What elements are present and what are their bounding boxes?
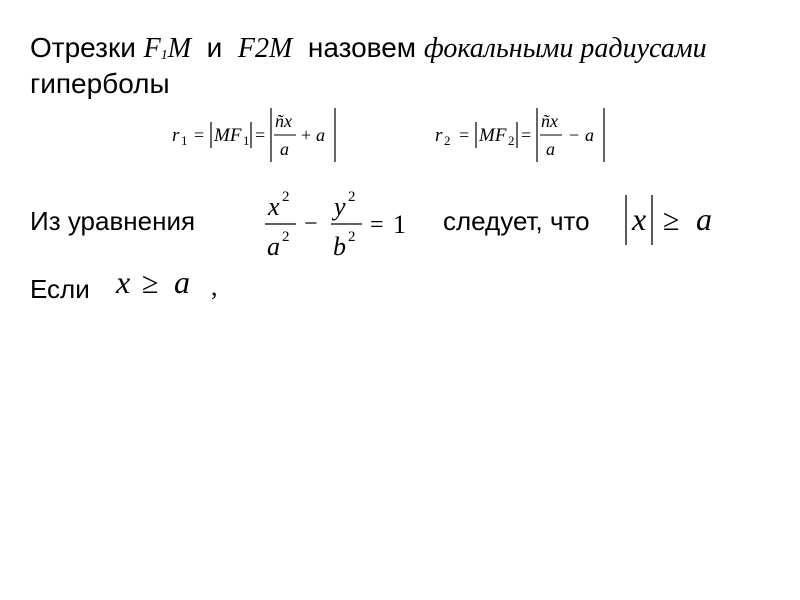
abs-inequality xyxy=(620,190,730,250)
r1-var: r xyxy=(172,125,180,146)
eq-y: y xyxy=(334,192,346,221)
f1m-term: F1M xyxy=(143,33,192,64)
r2-num: ñx xyxy=(541,111,558,131)
eq-b-exp: 2 xyxy=(348,229,356,245)
r2-den: a xyxy=(546,139,555,159)
eq-x-exp: 2 xyxy=(282,189,290,205)
r1-op: + xyxy=(301,125,312,145)
abs-ge: ≥ xyxy=(663,204,680,237)
f2m-term: F2M xyxy=(237,33,293,64)
r2-tail: a xyxy=(585,125,594,145)
abs-x: x xyxy=(632,201,647,237)
r1-eq: = xyxy=(194,125,205,145)
r1-mf-sub: 1 xyxy=(243,133,250,148)
case-prefix: Если xyxy=(30,274,90,304)
r2-var: r xyxy=(435,125,443,146)
abs-a: a xyxy=(696,201,712,237)
case-inequality xyxy=(112,262,232,308)
case-comma: , xyxy=(211,272,218,301)
r2-sub: 2 xyxy=(444,133,451,148)
formula-r2 xyxy=(433,100,633,170)
eq-minus: − xyxy=(304,211,318,237)
eq-b: b xyxy=(333,232,346,261)
eq-rhs: 1 xyxy=(393,210,406,239)
equation-suffix: следует, что xyxy=(443,206,590,236)
equation-prefix: Из уравнения xyxy=(30,206,196,236)
formula-r1 xyxy=(170,100,370,170)
hyperbola-equation xyxy=(262,182,422,268)
r2-mf-sub: 2 xyxy=(508,133,515,148)
r2-mf: MF xyxy=(479,125,507,146)
r1-tail: a xyxy=(316,125,325,145)
eq-equals: = xyxy=(370,212,384,238)
conjunction: и xyxy=(206,32,223,63)
case-ge: ≥ xyxy=(142,267,159,300)
focal-radii-term: фокальными радиусами xyxy=(423,33,707,64)
case-x: x xyxy=(116,264,131,300)
r1-den: a xyxy=(280,139,289,159)
r2-eq2: = xyxy=(521,125,532,145)
verb: назовем xyxy=(307,32,417,63)
eq-y-exp: 2 xyxy=(348,189,356,205)
eq-x: x xyxy=(268,192,280,221)
r1-eq2: = xyxy=(255,125,266,145)
intro-word: Отрезки xyxy=(30,32,136,63)
r2-op: − xyxy=(569,125,580,145)
r1-num: ñx xyxy=(275,111,292,131)
case-a: a xyxy=(174,264,190,300)
eq-a: a xyxy=(267,232,280,261)
intro-line-2: гиперболы xyxy=(30,68,170,99)
eq-a-exp: 2 xyxy=(282,229,290,245)
r1-mf: MF xyxy=(214,125,242,146)
intro-line-1 xyxy=(30,32,707,72)
r2-eq: = xyxy=(459,125,470,145)
r1-sub: 1 xyxy=(181,133,188,148)
